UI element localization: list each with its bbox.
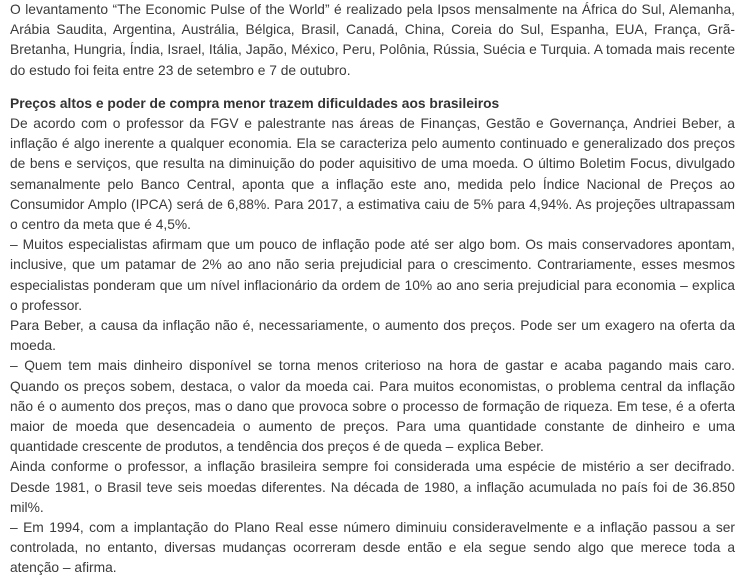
intro-paragraph: O levantamento “The Economic Pulse of the World” é realizado pela Ipsos mensalmente na África do Sul, Alemanha, Arábia Saudita, Argentina, Austrália, Bélgica, Brasil, Canadá, China, Coreia do Sul, Espanha, EUA, França, Grã-Bretanha, Hungria, Índia, Israel, Itália, Japão, México, Peru, Polônia, Rússia, Suécia e Turquia. A tomada mais recente do estudo foi feita entre 23 de setembro e 7 de outubro.: [10, 2, 735, 78]
section-heading: Preços altos e poder de compra menor trazem dificuldades aos brasileiros: [10, 95, 500, 111]
body-paragraph-6: – Em 1994, com a implantação do Plano Real esse número diminuiu consideravelmente e a inflação passou a ser controlada, no entanto, diversas mudanças ocorreram desde então e ela segue sendo algo que merece toda a atenção – afirma.: [10, 520, 735, 576]
article-body: [10, 0, 735, 579]
body-paragraph-4: – Quem tem mais dinheiro disponível se torna menos criterioso na hora de gastar e acaba pagando mais caro. Quando os preços sobem, destaca, o valor da moeda cai. Para muitos economistas, o problema central da inflação não é o aumento dos preços, mas o dano que provoca sobre o processo de formação de riqueza. Em tese, é a oferta maior de moeda que desencadeia o aumento de preços. Para uma quantidade constante de dinheiro e uma quantidade crescente de produtos, a tendência dos preços é de queda – explica Beber.: [10, 358, 735, 455]
body-paragraph-5: Ainda conforme o professor, a inflação brasileira sempre foi considerada uma espécie de mistério a ser decifrado. Desde 1981, o Brasil teve seis moedas diferentes. Na década de 1980, a inflação acumulada no país foi de 36.850 mil%.: [10, 459, 735, 515]
body-paragraph-3: Para Beber, a causa da inflação não é, necessariamente, o aumento dos preços. Pode ser um exagero na oferta da moeda.: [10, 318, 735, 354]
body-paragraph-2: – Muitos especialistas afirmam que um pouco de inflação pode até ser algo bom. Os mais conservadores apontam, inclusive, que um patamar de 2% ao ano não seria prejudicial para o crescimento. Contrariamente, esses mesmos especialistas ponderam que um nível inflacionário da ordem de 10% ao ano seria prejudicial para economia – explica o professor.: [10, 237, 735, 313]
paragraph-gap: [10, 81, 735, 94]
body-paragraph-1: De acordo com o professor da FGV e palestrante nas áreas de Finanças, Gestão e Governança, Andriei Beber, a inflação é algo inerente a qualquer economia. Ela se caracteriza pelo aumento continuado e generalizado dos preços de bens e serviços, que resulta na diminuição do poder aquisitivo de uma moeda. O último Boletim Focus, divulgado semanalmente pelo Banco Central, aponta que a inflação este ano, medida pelo Índice Nacional de Preços ao Consumidor Amplo (IPCA) será de 6,88%. Para 2017, a estimativa caiu de 5% para 4,94%. As projeções ultrapassam o centro da meta que é 4,5%.: [10, 116, 735, 233]
